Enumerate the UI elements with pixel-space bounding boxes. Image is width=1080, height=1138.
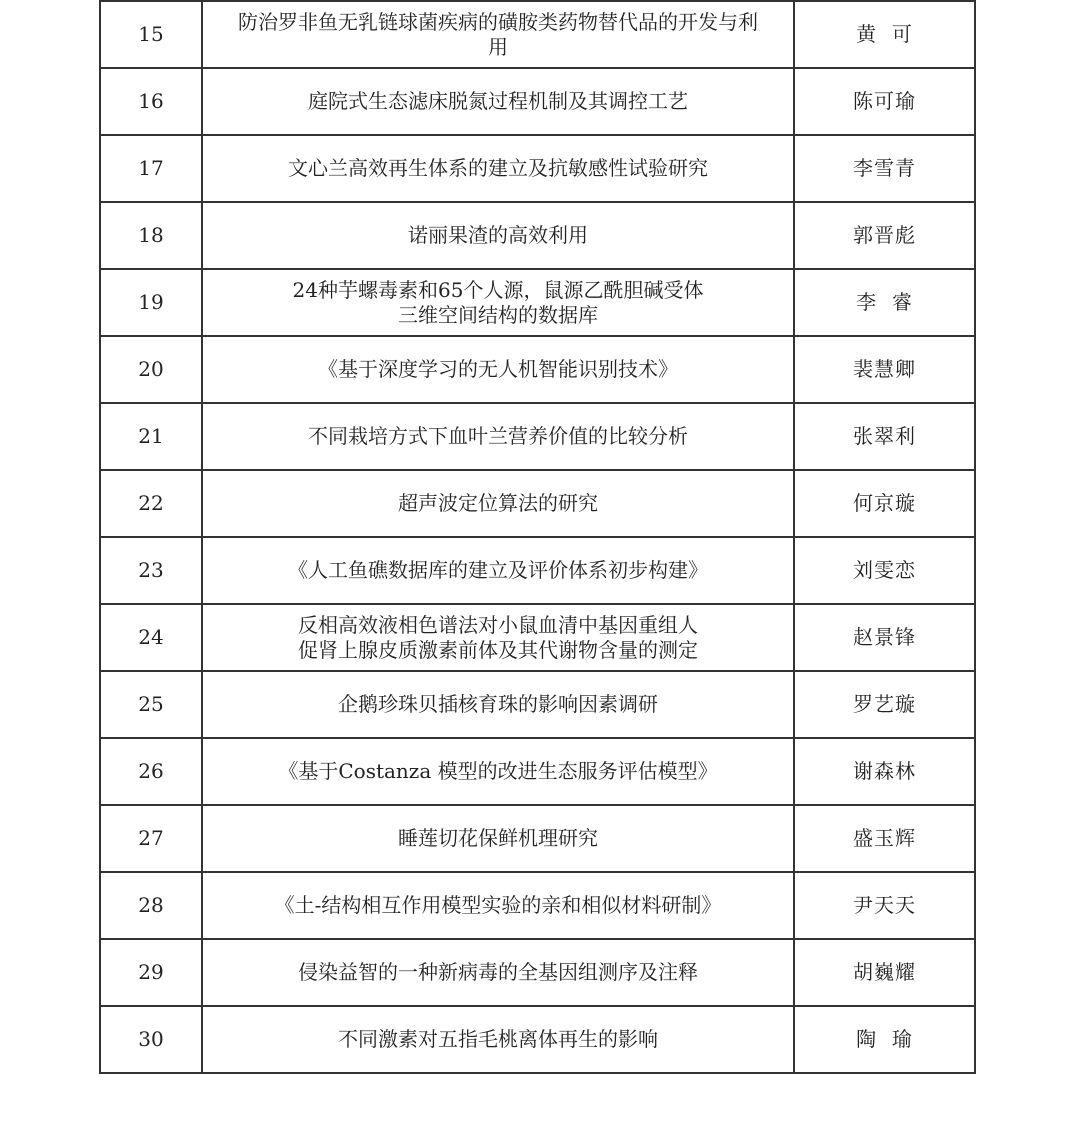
author-name: 黄 可 <box>794 1 975 68</box>
row-number: 21 <box>100 403 202 470</box>
table-row <box>100 68 975 135</box>
table-row <box>100 336 975 403</box>
project-title: 防治罗非鱼无乳链球菌疾病的磺胺类药物替代品的开发与利 用 <box>202 1 794 68</box>
author-name: 张翠利 <box>794 403 975 470</box>
project-title: 《土-结构相互作用模型实验的亲和相似材料研制》 <box>202 872 794 939</box>
table-row <box>100 537 975 604</box>
row-number: 18 <box>100 202 202 269</box>
project-title: 《基于Costanza 模型的改进生态服务评估模型》 <box>202 738 794 805</box>
table-row <box>100 604 975 671</box>
table-row <box>100 269 975 336</box>
project-title: 企鹅珍珠贝插核育珠的影响因素调研 <box>202 671 794 738</box>
row-number: 17 <box>100 135 202 202</box>
project-title: 诺丽果渣的高效利用 <box>202 202 794 269</box>
row-number: 15 <box>100 1 202 68</box>
table-row <box>100 470 975 537</box>
author-name: 罗艺璇 <box>794 671 975 738</box>
author-name: 盛玉辉 <box>794 805 975 872</box>
row-number: 25 <box>100 671 202 738</box>
row-number: 19 <box>100 269 202 336</box>
author-name: 陶 瑜 <box>794 1006 975 1073</box>
row-number: 26 <box>100 738 202 805</box>
author-name: 陈可瑜 <box>794 68 975 135</box>
author-name: 李 睿 <box>794 269 975 336</box>
row-number: 28 <box>100 872 202 939</box>
project-title: 反相高效液相色谱法对小鼠血清中基因重组人 促肾上腺皮质激素前体及其代谢物含量的测定 <box>202 604 794 671</box>
table-row <box>100 939 975 1006</box>
project-table-body <box>100 1 975 1073</box>
project-title: 侵染益智的一种新病毒的全基因组测序及注释 <box>202 939 794 1006</box>
row-number: 20 <box>100 336 202 403</box>
author-name: 何京璇 <box>794 470 975 537</box>
project-title: 睡莲切花保鲜机理研究 <box>202 805 794 872</box>
author-name: 郭晋彪 <box>794 202 975 269</box>
author-name: 谢森林 <box>794 738 975 805</box>
author-name: 裴慧卿 <box>794 336 975 403</box>
project-title: 庭院式生态滤床脱氮过程机制及其调控工艺 <box>202 68 794 135</box>
table-row <box>100 738 975 805</box>
author-name: 胡巍耀 <box>794 939 975 1006</box>
project-title: 《人工鱼礁数据库的建立及评价体系初步构建》 <box>202 537 794 604</box>
project-title: 24种芋螺毒素和65个人源，鼠源乙酰胆碱受体 三维空间结构的数据库 <box>202 269 794 336</box>
table-row <box>100 872 975 939</box>
table-row <box>100 403 975 470</box>
author-name: 刘雯恋 <box>794 537 975 604</box>
author-name: 李雪青 <box>794 135 975 202</box>
project-title: 不同栽培方式下血叶兰营养价值的比较分析 <box>202 403 794 470</box>
table-row <box>100 805 975 872</box>
row-number: 23 <box>100 537 202 604</box>
row-number: 24 <box>100 604 202 671</box>
project-table <box>99 0 976 1074</box>
table-row <box>100 202 975 269</box>
table-row <box>100 671 975 738</box>
project-title: 《基于深度学习的无人机智能识别技术》 <box>202 336 794 403</box>
author-name: 赵景锋 <box>794 604 975 671</box>
row-number: 27 <box>100 805 202 872</box>
row-number: 16 <box>100 68 202 135</box>
table-row <box>100 1 975 68</box>
project-title: 文心兰高效再生体系的建立及抗敏感性试验研究 <box>202 135 794 202</box>
project-title: 超声波定位算法的研究 <box>202 470 794 537</box>
row-number: 29 <box>100 939 202 1006</box>
row-number: 22 <box>100 470 202 537</box>
table-row <box>100 135 975 202</box>
project-title: 不同激素对五指毛桃离体再生的影响 <box>202 1006 794 1073</box>
table-row <box>100 1006 975 1073</box>
row-number: 30 <box>100 1006 202 1073</box>
author-name: 尹天天 <box>794 872 975 939</box>
